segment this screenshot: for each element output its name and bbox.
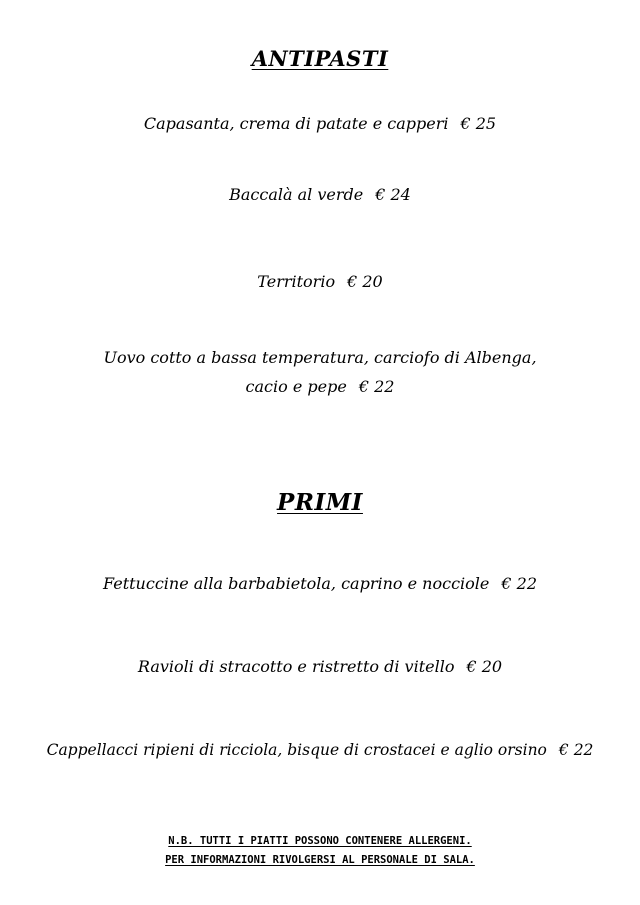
menu-item-baccala bbox=[0, 187, 640, 203]
dish-name-line2: cacio e pepe bbox=[245, 377, 347, 396]
dish-name: Baccalà al verde bbox=[229, 185, 364, 204]
menu-item-ravioli bbox=[0, 659, 640, 675]
allergen-notice-text1: N.B. TUTTI I PIATTI POSSONO CONTENERE ALLERGENI. bbox=[168, 835, 472, 847]
dish-price: € 20 bbox=[466, 657, 503, 676]
allergen-notice bbox=[0, 832, 640, 870]
dish-name: Ravioli di stracotto e ristretto di vitello bbox=[137, 657, 455, 676]
dish-name: Capasanta, crema di patate e capperi bbox=[143, 114, 449, 133]
dish-name: Fettuccine alla barbabietola, caprino e nocciole bbox=[103, 574, 490, 593]
dish-price: € 25 bbox=[460, 114, 497, 133]
dish-price: € 22 bbox=[558, 741, 594, 759]
allergen-notice-line1 bbox=[0, 832, 640, 851]
dish-price: € 22 bbox=[501, 574, 537, 593]
dish-name-line2-with-price bbox=[0, 372, 640, 401]
dish-price: € 24 bbox=[375, 185, 411, 204]
menu-item-territorio bbox=[0, 274, 640, 290]
dish-name-line1: Uovo cotto a bassa temperatura, carciofo di Albenga, bbox=[103, 348, 537, 367]
dish-name: Territorio bbox=[257, 272, 336, 291]
allergen-notice-line2 bbox=[0, 851, 640, 870]
section-title-antipasti: ANTIPASTI bbox=[251, 46, 389, 71]
section-title-primi: PRIMI bbox=[277, 489, 363, 516]
menu-item-cappellacci bbox=[0, 743, 640, 759]
menu-item-fettuccine bbox=[0, 576, 640, 592]
allergen-notice-text2: PER INFORMAZIONI RIVOLGERSI AL PERSONALE DI SALA. bbox=[165, 854, 475, 866]
menu-item-capasanta bbox=[0, 116, 640, 132]
dish-name: Cappellacci ripieni di ricciola, bisque di crostacei e aglio orsino bbox=[46, 741, 547, 759]
dish-price: € 22 bbox=[358, 377, 395, 396]
menu-item-uovo bbox=[0, 343, 640, 401]
dish-price: € 20 bbox=[347, 272, 383, 291]
